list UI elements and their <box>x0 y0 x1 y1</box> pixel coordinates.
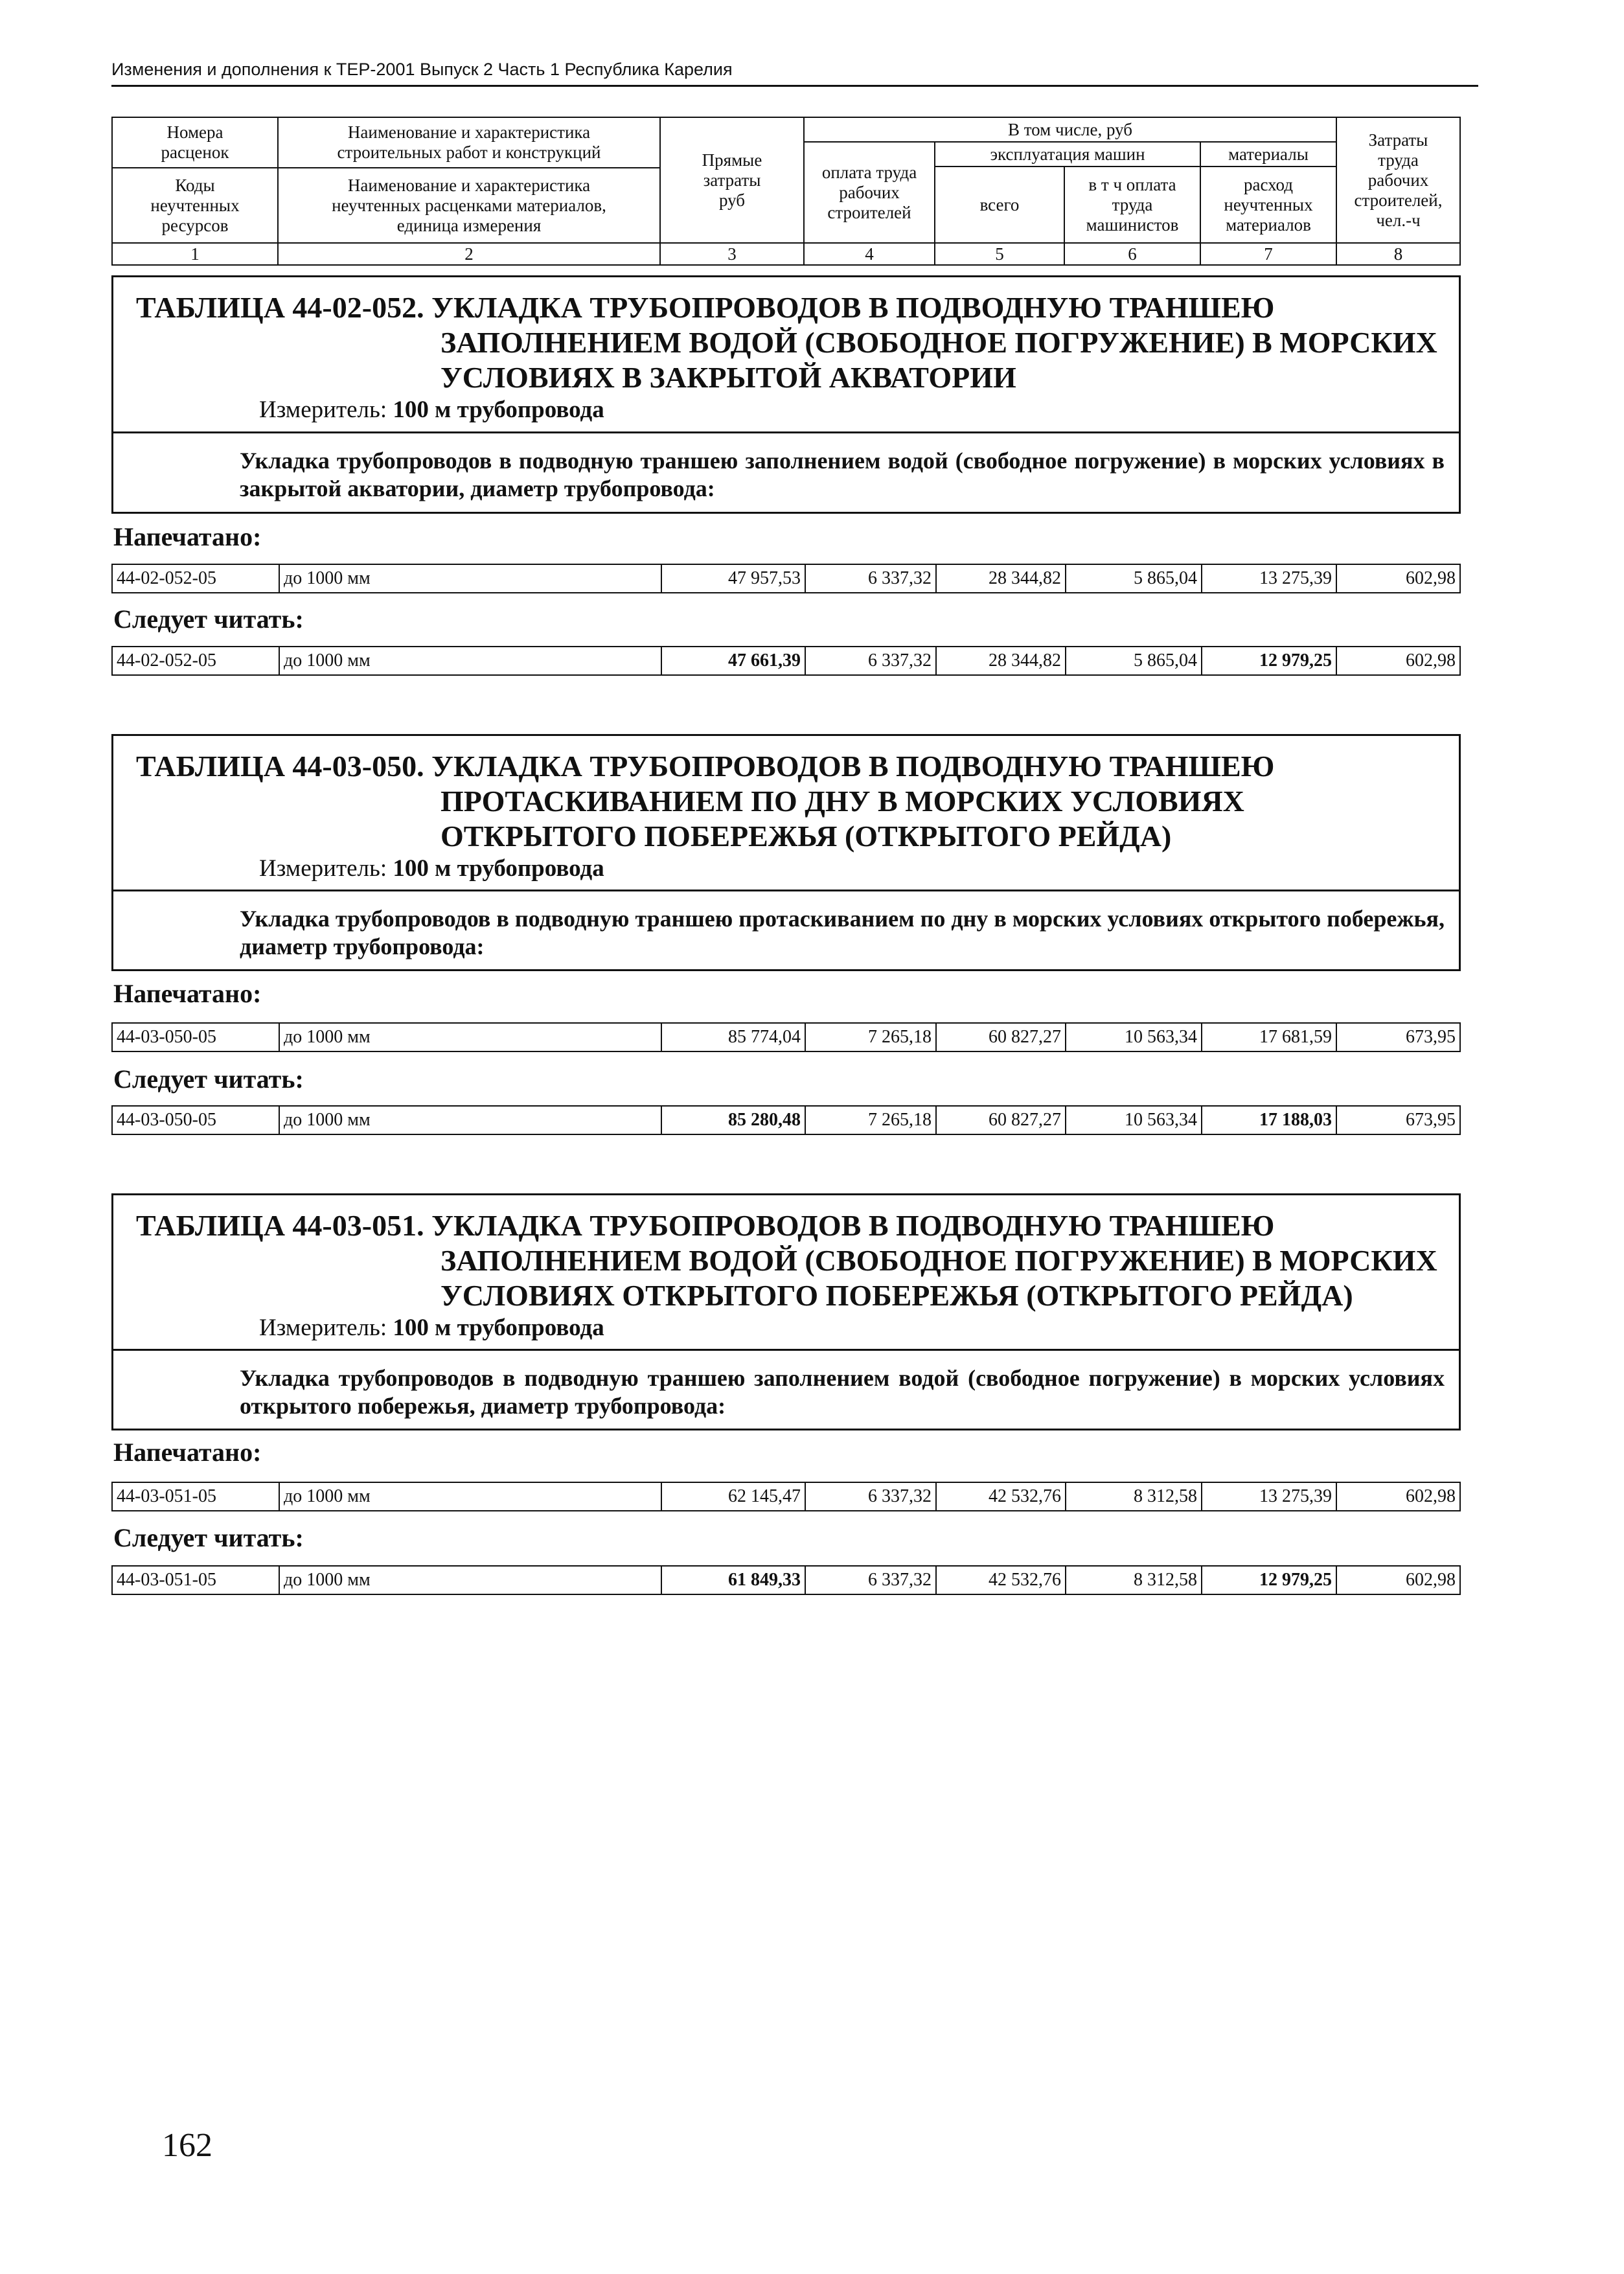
section-meter: Измеритель: 100 м трубопровода <box>259 396 604 423</box>
header-rate-numbers: Номера расценок <box>111 117 279 168</box>
header-num-8: 8 <box>1336 242 1461 266</box>
header-num-7: 7 <box>1200 242 1337 266</box>
table-row-corrected: 44-03-051-05 до 1000 мм 61 849,33 6 337,32 42 532,76 8 312,58 12 979,25 602,98 <box>111 1565 1461 1595</box>
read-label: Следует читать: <box>113 1064 304 1094</box>
section-divider <box>113 431 1459 433</box>
page-number: 162 <box>162 2127 212 2164</box>
printed-label: Напечатано: <box>113 522 262 551</box>
header-num-1: 1 <box>111 242 279 266</box>
section-divider <box>113 890 1459 891</box>
header-labor-hours: Затраты труда рабочих строителей, чел.-ч <box>1336 117 1461 244</box>
page-header: Изменения и дополнения к ТЕР-2001 Выпуск 2 Часть 1 Республика Карелия <box>111 60 1478 87</box>
header-materials: материалы <box>1200 141 1337 167</box>
section-description: Укладка трубопроводов в подводную траншею заполнением водой (свободное погружение) в морских условиях в закрытой акватории, диаметр трубопровода: <box>240 448 1445 501</box>
read-label: Следует читать: <box>113 1523 304 1552</box>
header-machine-operation: эксплуатация машин <box>934 141 1201 167</box>
header-work-name: Наименование и характеристика строительных работ и конструкций <box>277 117 661 168</box>
section-title: ТАБЛИЦА 44-03-051. УКЛАДКА ТРУБОПРОВОДОВ В ПОДВОДНУЮ ТРАНШЕЮ ЗАПОЛНЕНИЕМ ВОДОЙ (СВОБОДНОЕ ПОГРУЖЕНИЕ) В МОРСКИХ УСЛОВИЯХ ОТКРЫТОГО ПОБЕРЕЖЬЯ (ОТКРЫТОГО РЕЙДА) <box>136 1209 1437 1312</box>
header-including: В том числе, руб <box>803 117 1337 143</box>
table-row-printed: 44-02-052-05 до 1000 мм 47 957,53 6 337,32 28 344,82 5 865,04 13 275,39 602,98 <box>111 564 1461 593</box>
section-meter: Измеритель: 100 м трубопровода <box>259 1315 604 1341</box>
section-meter: Измеритель: 100 м трубопровода <box>259 855 604 882</box>
header-num-6: 6 <box>1064 242 1201 266</box>
section-title: ТАБЛИЦА 44-03-050. УКЛАДКА ТРУБОПРОВОДОВ В ПОДВОДНУЮ ТРАНШЕЮ ПРОТАСКИВАНИЕМ ПО ДНУ В МОРСКИХ УСЛОВИЯХ ОТКРЫТОГО ПОБЕРЕЖЬЯ (ОТКРЫТОГО РЕЙДА) <box>136 750 1275 853</box>
section-description: Укладка трубопроводов в подводную траншею протаскиванием по дну в морских условиях открытого побережья, диаметр трубопровода: <box>240 906 1445 959</box>
section-44-03-051 <box>111 1193 1461 1430</box>
table-row-printed: 44-03-051-05 до 1000 мм 62 145,47 6 337,32 42 532,76 8 312,58 13 275,39 602,98 <box>111 1482 1461 1511</box>
header-labor-pay: оплата труда рабочих строителей <box>803 141 935 244</box>
header-direct-costs: Прямые затраты руб <box>659 117 805 244</box>
printed-label: Напечатано: <box>113 979 262 1008</box>
column-header-table <box>110 117 1461 279</box>
header-materials-usage: расход неучтенных материалов <box>1200 166 1337 244</box>
printed-label: Напечатано: <box>113 1438 262 1467</box>
table-row-printed: 44-03-050-05 до 1000 мм 85 774,04 7 265,18 60 827,27 10 563,34 17 681,59 673,95 <box>111 1022 1461 1052</box>
section-description: Укладка трубопроводов в подводную траншею заполнением водой (свободное погружение) в морских условиях открытого побережья, диаметр трубопровода: <box>240 1365 1445 1419</box>
header-materials-name: Наименование и характеристика неучтенных расценками материалов, единица измерения <box>277 167 661 244</box>
header-num-3: 3 <box>659 242 805 266</box>
header-machinists-pay: в т ч оплата труда машинистов <box>1064 166 1201 244</box>
table-row-corrected: 44-02-052-05 до 1000 мм 47 661,39 6 337,32 28 344,82 5 865,04 12 979,25 602,98 <box>111 646 1461 676</box>
header-resource-codes: Коды неучтенных ресурсов <box>111 167 279 244</box>
table-row-corrected: 44-03-050-05 до 1000 мм 85 280,48 7 265,18 60 827,27 10 563,34 17 188,03 673,95 <box>111 1105 1461 1135</box>
section-44-03-050 <box>111 734 1461 971</box>
section-title: ТАБЛИЦА 44-02-052. УКЛАДКА ТРУБОПРОВОДОВ В ПОДВОДНУЮ ТРАНШЕЮ ЗАПОЛНЕНИЕМ ВОДОЙ (СВОБОДНОЕ ПОГРУЖЕНИЕ) В МОРСКИХ УСЛОВИЯХ В ЗАКРЫТОЙ АКВАТОРИИ <box>136 291 1437 394</box>
header-machines-total: всего <box>934 166 1065 244</box>
header-num-2: 2 <box>277 242 661 266</box>
read-label: Следует читать: <box>113 604 304 634</box>
section-divider <box>113 1349 1459 1351</box>
section-44-02-052 <box>111 275 1461 514</box>
header-num-4: 4 <box>803 242 935 266</box>
header-num-5: 5 <box>934 242 1065 266</box>
